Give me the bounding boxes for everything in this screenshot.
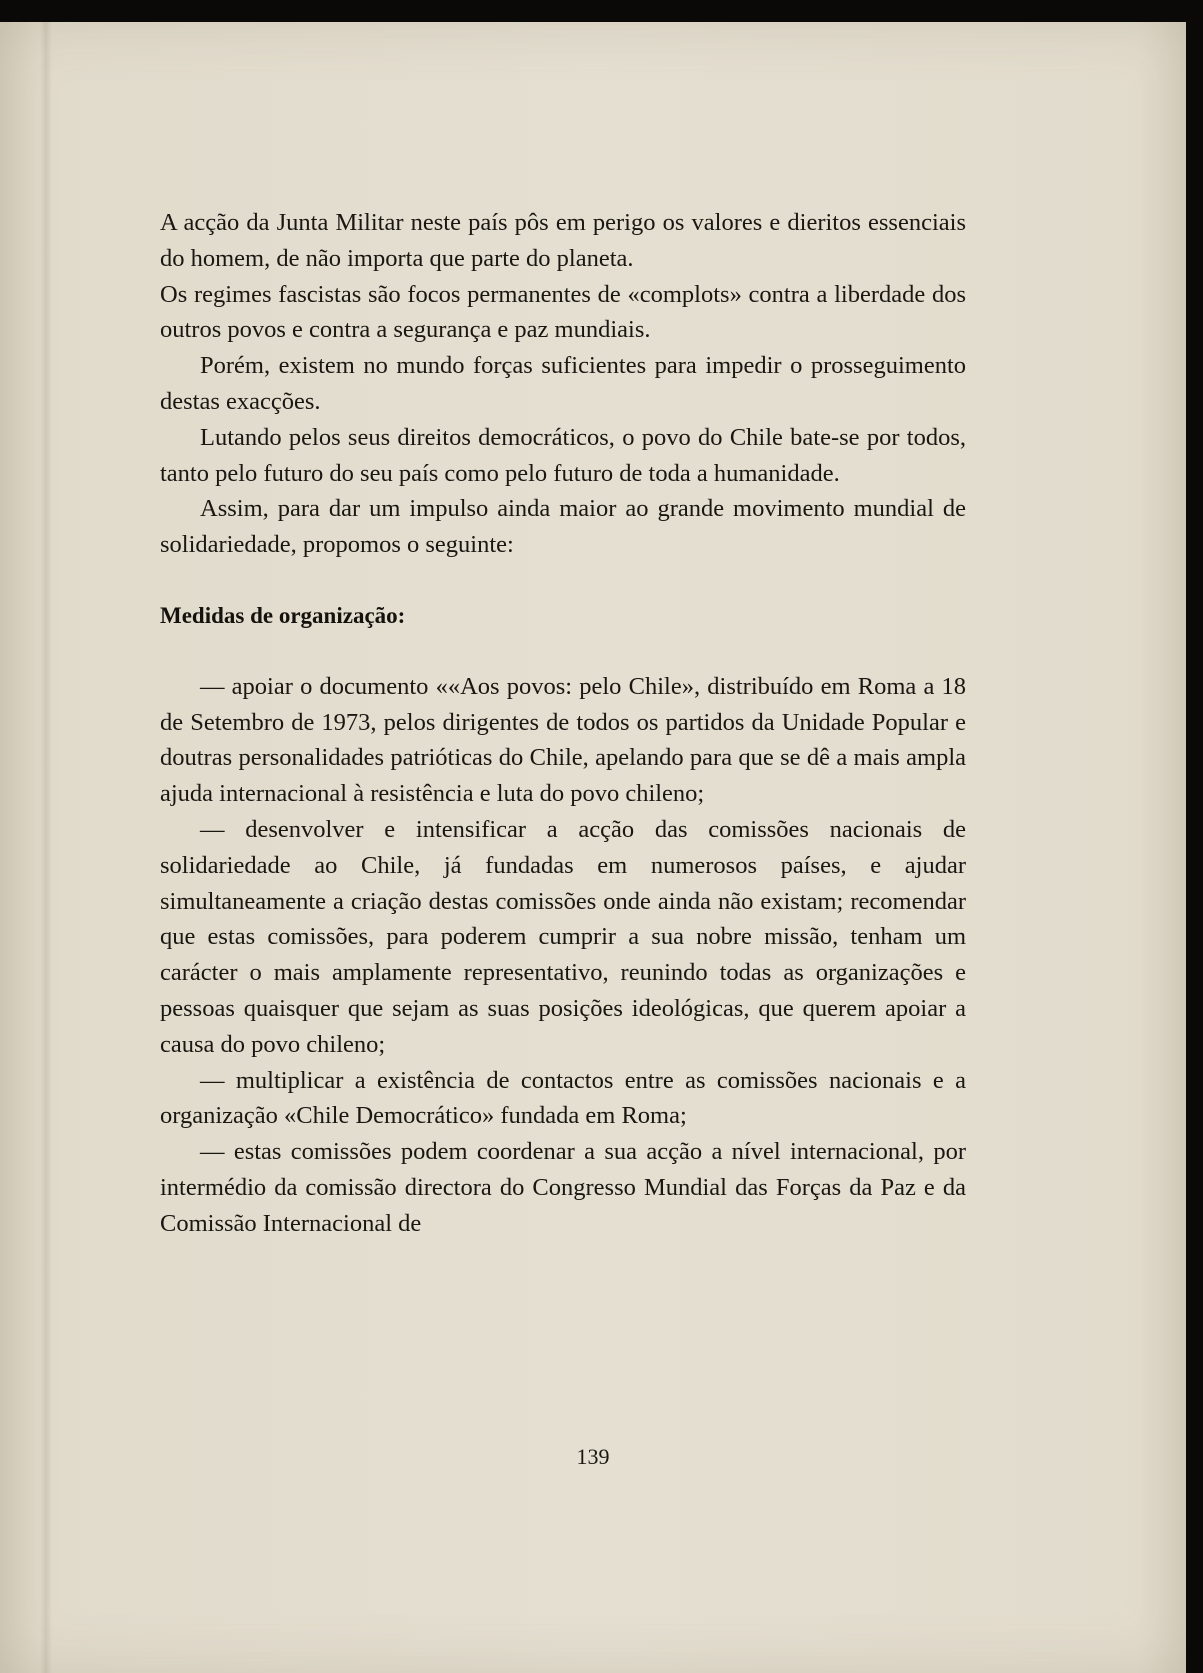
book-page [0, 22, 1186, 1673]
page-gutter-shadow [40, 22, 52, 1673]
measure-item: — desenvolver e intensificar a acção das comissões nacionais de solidariedade ao Chile, já fundadas em numerosos países, e ajudar simultaneamente a criação destas comissões onde ainda não existam; recomendar que estas comissões, para poderem cumprir a sua nobre missão, tenham um carácter o mais amplamente representativo, reunindo todas as organizações e pessoas quaisquer que sejam as suas posições ideológicas, que querem apoiar a causa do povo chileno; [160, 815, 966, 1058]
measure-item: — multiplicar a existência de contactos entre as comissões nacionais e a organização «Chile Democrático» fundada em Roma; [160, 1066, 966, 1130]
intro-paragraph: A acção da Junta Militar neste país pôs em perigo os valores e dieritos essenciais do homem, de não importa que parte do planeta. [160, 209, 966, 272]
intro-paragraph: Porém, existem no mundo forças suficientes para impedir o prosseguimento destas exacções. [160, 352, 966, 415]
intro-paragraph: Os regimes fascistas são focos permanentes de «complots» contra a liberdade dos outros povos e contra a segurança e paz mundiais. [160, 280, 966, 344]
section-heading: Medidas de organização: [160, 602, 406, 628]
intro-paragraph: Lutando pelos seus direitos democráticos, o povo do Chile bate-se por todos, tanto pelo futuro do seu país como pelo futuro de toda a humanidade. [160, 423, 966, 487]
page-body-text [160, 205, 966, 1242]
measure-item: — estas comissões podem coordenar a sua acção a nível internacional, por intermédio da comissão directora do Congresso Mundial das Forças da Paz e da Comissão Internacional de [160, 1138, 966, 1237]
intro-paragraph: Assim, para dar um impulso ainda maior ao grande movimento mundial de solidariedade, propomos o seguinte: [160, 495, 966, 559]
measure-item: — apoiar o documento ««Aos povos: pelo Chile», distribuído em Roma a 18 de Setembro de 1973, pelos dirigentes de todos os partidos da Unidade Popular e doutras personalidades patrióticas do Chile, apelando para que se dê a mais ampla ajuda internacional à resistência e luta do povo chileno; [160, 672, 966, 808]
page-number: 139 [576, 1444, 610, 1469]
